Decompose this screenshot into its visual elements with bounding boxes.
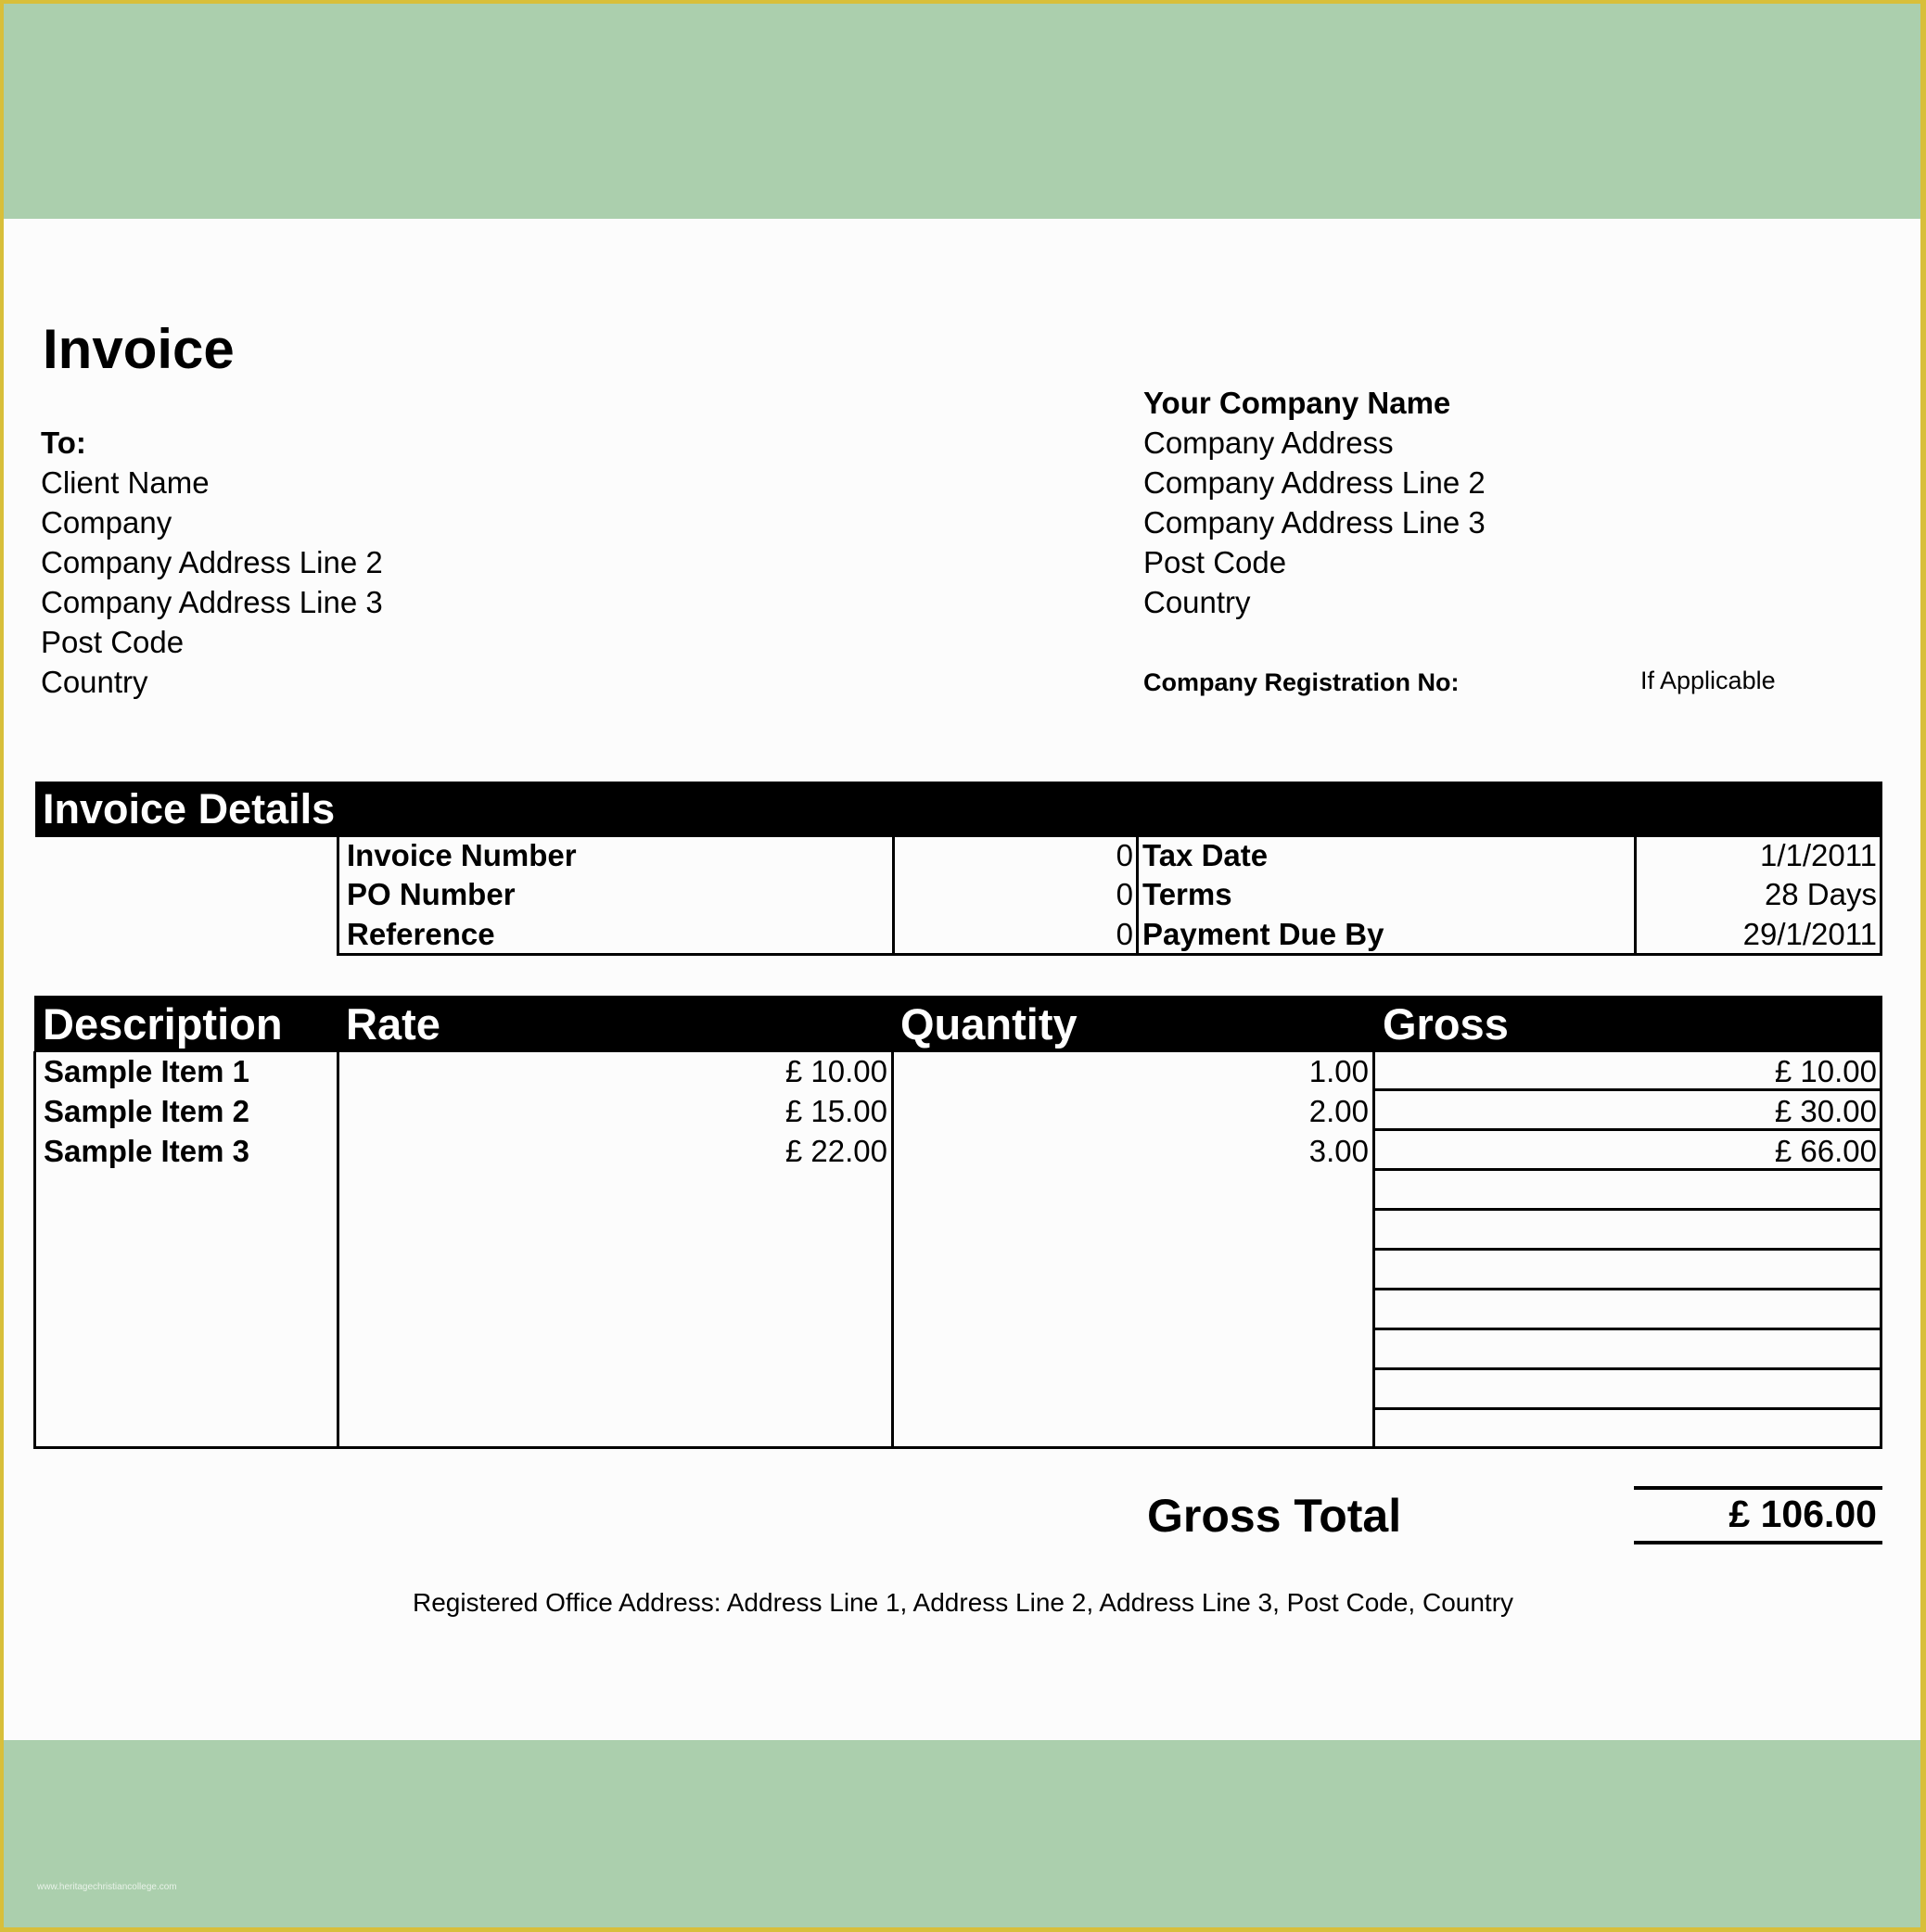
company-address-line-3: Company Address Line 3 bbox=[1143, 505, 1486, 540]
column-header-rate: Rate bbox=[346, 999, 440, 1049]
gross-row-line bbox=[1372, 1248, 1882, 1251]
column-header-gross: Gross bbox=[1383, 999, 1509, 1049]
column-divider bbox=[1634, 836, 1637, 953]
item-gross: £ 66.00 bbox=[1774, 1134, 1877, 1168]
company-country: Country bbox=[1143, 585, 1251, 619]
gross-total-label: Gross Total bbox=[1147, 1490, 1402, 1542]
tax-date-label: Tax Date bbox=[1142, 838, 1269, 872]
document-title: Invoice bbox=[43, 318, 235, 380]
company-post-code: Post Code bbox=[1143, 545, 1287, 579]
items-table bbox=[33, 1051, 1882, 1449]
company-address-line-2: Company Address Line 2 bbox=[1143, 465, 1486, 500]
bottom-color-band bbox=[0, 1740, 1926, 1932]
item-description[interactable]: Sample Item 3 bbox=[44, 1134, 249, 1168]
item-quantity[interactable]: 1.00 bbox=[1308, 1054, 1369, 1088]
client-address-line-3: Company Address Line 3 bbox=[41, 585, 383, 619]
reference-label: Reference bbox=[347, 917, 495, 951]
column-header-description: Description bbox=[43, 999, 283, 1049]
invoice-number-value[interactable]: 0 bbox=[1116, 838, 1133, 872]
company-address: Company Address bbox=[1143, 426, 1394, 460]
item-rate[interactable]: £ 10.00 bbox=[784, 1054, 887, 1088]
total-rule-top bbox=[1634, 1486, 1882, 1490]
column-divider bbox=[892, 836, 895, 953]
column-divider bbox=[337, 1051, 339, 1446]
watermark-text: www.heritagechristiancollege.com bbox=[37, 1882, 177, 1892]
gross-row-line bbox=[1372, 1367, 1882, 1370]
registration-label: Company Registration No: bbox=[1143, 668, 1460, 696]
bill-to-block bbox=[41, 423, 383, 702]
registration-value: If Applicable bbox=[1640, 667, 1776, 694]
gross-row-line bbox=[1372, 1288, 1882, 1290]
invoice-details-table bbox=[337, 836, 1882, 956]
tax-date-value[interactable]: 1/1/2011 bbox=[1759, 838, 1877, 872]
item-gross: £ 30.00 bbox=[1774, 1094, 1877, 1128]
gross-row-line bbox=[1372, 1208, 1882, 1211]
item-description[interactable]: Sample Item 2 bbox=[44, 1094, 249, 1128]
gross-total-value: £ 106.00 bbox=[1728, 1493, 1877, 1535]
po-number-value[interactable]: 0 bbox=[1116, 877, 1133, 911]
item-description[interactable]: Sample Item 1 bbox=[44, 1054, 249, 1088]
client-address-line-2: Company Address Line 2 bbox=[41, 545, 383, 579]
item-gross: £ 10.00 bbox=[1774, 1054, 1877, 1088]
top-color-band bbox=[0, 0, 1926, 219]
column-divider bbox=[1136, 836, 1139, 953]
invoice-number-label: Invoice Number bbox=[347, 838, 577, 872]
gross-row-line bbox=[1372, 1328, 1882, 1330]
payment-due-value[interactable]: 29/1/2011 bbox=[1742, 917, 1877, 951]
invoice-details-heading: Invoice Details bbox=[35, 782, 1882, 837]
column-header-quantity: Quantity bbox=[900, 999, 1078, 1049]
item-quantity[interactable]: 2.00 bbox=[1308, 1094, 1369, 1128]
company-name: Your Company Name bbox=[1143, 386, 1451, 420]
po-number-label: PO Number bbox=[347, 877, 516, 911]
company-block bbox=[1143, 383, 1486, 622]
client-country: Country bbox=[41, 665, 148, 699]
terms-value[interactable]: 28 Days bbox=[1764, 877, 1877, 911]
bill-to-label: To: bbox=[41, 426, 86, 460]
items-header bbox=[34, 996, 1882, 1052]
terms-label: Terms bbox=[1142, 877, 1232, 911]
client-name: Client Name bbox=[41, 465, 210, 500]
reference-value[interactable]: 0 bbox=[1116, 917, 1133, 951]
item-rate[interactable]: £ 15.00 bbox=[784, 1094, 887, 1128]
total-rule-bottom bbox=[1634, 1541, 1882, 1544]
item-rate[interactable]: £ 22.00 bbox=[784, 1134, 887, 1168]
gross-row-line bbox=[1372, 1407, 1882, 1410]
payment-due-label: Payment Due By bbox=[1142, 917, 1384, 951]
registered-office-address: Registered Office Address: Address Line 1, Address Line 2, Address Line 3, Post Code, Country bbox=[412, 1588, 1514, 1617]
item-quantity[interactable]: 3.00 bbox=[1308, 1134, 1369, 1168]
column-divider bbox=[891, 1051, 894, 1446]
client-post-code: Post Code bbox=[41, 625, 185, 659]
client-company: Company bbox=[41, 505, 172, 540]
